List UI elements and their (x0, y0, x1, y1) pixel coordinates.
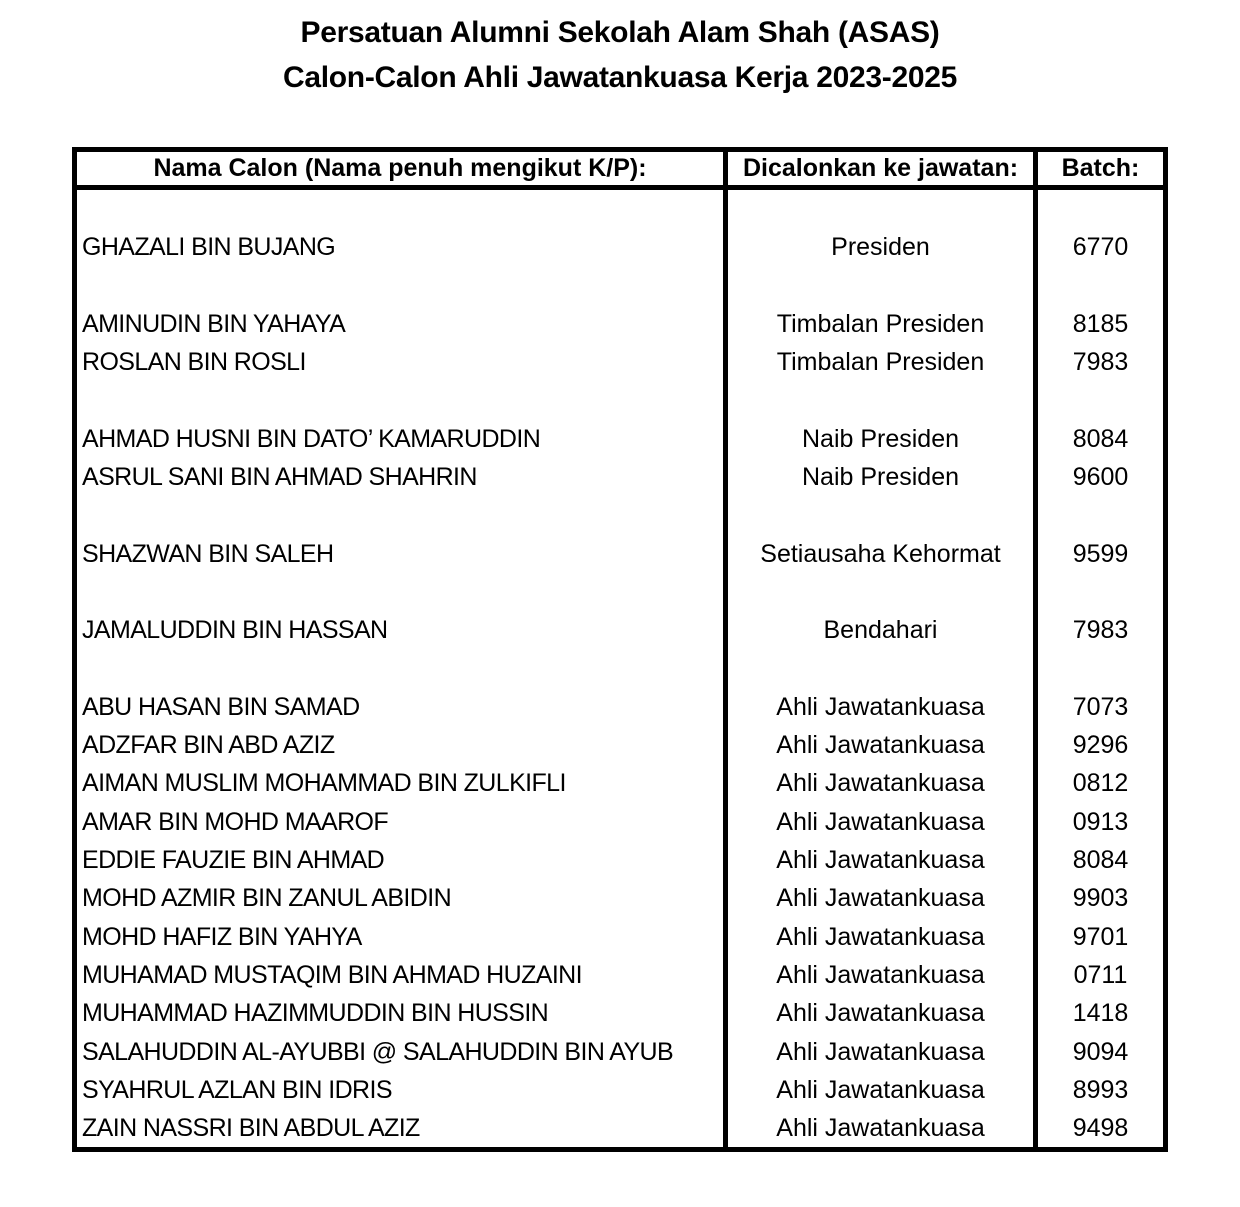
batch-cell: 9599 (1072, 539, 1129, 568)
candidate-name-cell: SALAHUDDIN AL-AYUBBI @ SALAHUDDIN BIN AYUB (77, 1033, 728, 1071)
position-cell: Ahli Jawatankuasa (728, 879, 1038, 917)
candidate-name-cell: GHAZALI BIN BUJANG (77, 228, 728, 266)
batch-cell: 7073 (1072, 692, 1129, 721)
position-cell: Ahli Jawatankuasa (728, 764, 1038, 802)
position-cell: Ahli Jawatankuasa (728, 956, 1038, 994)
candidate-name-cell (77, 496, 728, 534)
candidate-name-cell: ASRUL SANI BIN AHMAD SHAHRIN (77, 458, 728, 496)
batch-cell: 7983 (1072, 348, 1129, 377)
candidate-name-cell: AHMAD HUSNI BIN DATO’ KAMARUDDIN (77, 420, 728, 458)
candidate-name-cell: MUHAMMAD HAZIMMUDDIN BIN HUSSIN (77, 994, 728, 1032)
candidate-name-cell: MOHD HAFIZ BIN YAHYA (77, 918, 728, 956)
table-row (77, 228, 1163, 266)
table-row (77, 305, 1163, 343)
position-cell: Ahli Jawatankuasa (728, 688, 1038, 726)
header-candidate-name: Nama Calon (Nama penuh mengikut K/P): (77, 152, 728, 190)
batch-cell: 7983 (1072, 616, 1129, 645)
header-position: Dicalonkan ke jawatan: (728, 152, 1038, 190)
table-row (77, 267, 1163, 305)
batch-cell: 8993 (1072, 1075, 1129, 1104)
page-title: Persatuan Alumni Sekolah Alam Shah (ASAS) (300, 16, 940, 49)
table-row (77, 343, 1163, 381)
batch-cell: 9701 (1072, 922, 1129, 951)
position-cell (728, 190, 1038, 228)
table-row (77, 879, 1163, 917)
table-row (77, 918, 1163, 956)
batch-cell (1038, 650, 1163, 688)
position-cell: Naib Presiden (728, 458, 1038, 496)
candidate-name-cell: ROSLAN BIN ROSLI (77, 343, 728, 381)
table-row (77, 1109, 1163, 1147)
position-cell: Ahli Jawatankuasa (728, 841, 1038, 879)
batch-cell: 8084 (1072, 846, 1129, 875)
batch-cell: 9498 (1072, 1114, 1129, 1143)
position-cell: Bendahari (728, 611, 1038, 649)
table-row (77, 956, 1163, 994)
candidate-name-cell (77, 573, 728, 611)
position-cell: Ahli Jawatankuasa (728, 803, 1038, 841)
position-cell: Ahli Jawatankuasa (728, 1071, 1038, 1109)
candidate-name-cell: ZAIN NASSRI BIN ABDUL AZIZ (77, 1109, 728, 1147)
position-cell: Ahli Jawatankuasa (728, 726, 1038, 764)
candidate-name-cell: JAMALUDDIN BIN HASSAN (77, 611, 728, 649)
position-cell (728, 267, 1038, 305)
batch-cell: 8185 (1072, 309, 1129, 338)
candidate-name-cell (77, 190, 728, 228)
batch-cell: 0913 (1072, 807, 1129, 836)
table-row (77, 496, 1163, 534)
position-cell: Timbalan Presiden (728, 343, 1038, 381)
candidate-name-cell: ABU HASAN BIN SAMAD (77, 688, 728, 726)
table-row (77, 458, 1163, 496)
batch-cell: 9600 (1072, 463, 1129, 492)
batch-cell: 1418 (1072, 999, 1129, 1028)
header-batch: Batch: (1038, 152, 1163, 190)
candidate-name-cell (77, 381, 728, 419)
batch-cell (1038, 190, 1163, 228)
table-row (77, 190, 1163, 228)
batch-cell: 9094 (1072, 1037, 1129, 1066)
position-cell (728, 381, 1038, 419)
table-row (77, 420, 1163, 458)
candidate-name-cell: EDDIE FAUZIE BIN AHMAD (77, 841, 728, 879)
table-row (77, 1071, 1163, 1109)
batch-cell: 9903 (1072, 884, 1129, 913)
batch-cell (1038, 381, 1163, 419)
table-row (77, 994, 1163, 1032)
candidate-name-cell (77, 267, 728, 305)
position-cell: Ahli Jawatankuasa (728, 994, 1038, 1032)
batch-cell (1038, 573, 1163, 611)
table-header-row (77, 152, 1163, 190)
document-header (0, 16, 1240, 95)
candidate-name-cell: MUHAMAD MUSTAQIM BIN AHMAD HUZAINI (77, 956, 728, 994)
position-cell: Timbalan Presiden (728, 305, 1038, 343)
batch-cell: 0812 (1072, 769, 1129, 798)
table-row (77, 726, 1163, 764)
candidate-name-cell: AIMAN MUSLIM MOHAMMAD BIN ZULKIFLI (77, 764, 728, 802)
position-cell (728, 650, 1038, 688)
page-subtitle: Calon-Calon Ahli Jawatankuasa Kerja 2023-2025 (282, 61, 957, 94)
candidate-name-cell (77, 650, 728, 688)
table-row (77, 1033, 1163, 1071)
candidates-table (72, 147, 1168, 1152)
candidate-name-cell: SHAZWAN BIN SALEH (77, 535, 728, 573)
table-row (77, 381, 1163, 419)
table-row (77, 573, 1163, 611)
position-cell: Ahli Jawatankuasa (728, 918, 1038, 956)
position-cell (728, 573, 1038, 611)
position-cell: Ahli Jawatankuasa (728, 1109, 1038, 1147)
candidate-name-cell: AMINUDIN BIN YAHAYA (77, 305, 728, 343)
batch-cell (1038, 496, 1163, 534)
table-row (77, 841, 1163, 879)
batch-cell: 8084 (1072, 424, 1129, 453)
table-body (77, 190, 1163, 1147)
batch-cell: 0711 (1073, 960, 1128, 989)
position-cell: Naib Presiden (728, 420, 1038, 458)
table-row (77, 803, 1163, 841)
table-row (77, 611, 1163, 649)
candidate-name-cell: SYAHRUL AZLAN BIN IDRIS (77, 1071, 728, 1109)
table-row (77, 650, 1163, 688)
candidate-name-cell: MOHD AZMIR BIN ZANUL ABIDIN (77, 879, 728, 917)
position-cell (728, 496, 1038, 534)
position-cell: Setiausaha Kehormat (728, 535, 1038, 573)
batch-cell: 6770 (1072, 233, 1129, 262)
table-row (77, 535, 1163, 573)
position-cell: Ahli Jawatankuasa (728, 1033, 1038, 1071)
candidate-name-cell: ADZFAR BIN ABD AZIZ (77, 726, 728, 764)
table-row (77, 688, 1163, 726)
batch-cell (1038, 267, 1163, 305)
position-cell: Presiden (728, 228, 1038, 266)
batch-cell: 9296 (1072, 731, 1129, 760)
candidate-name-cell: AMAR BIN MOHD MAAROF (77, 803, 728, 841)
table-row (77, 764, 1163, 802)
